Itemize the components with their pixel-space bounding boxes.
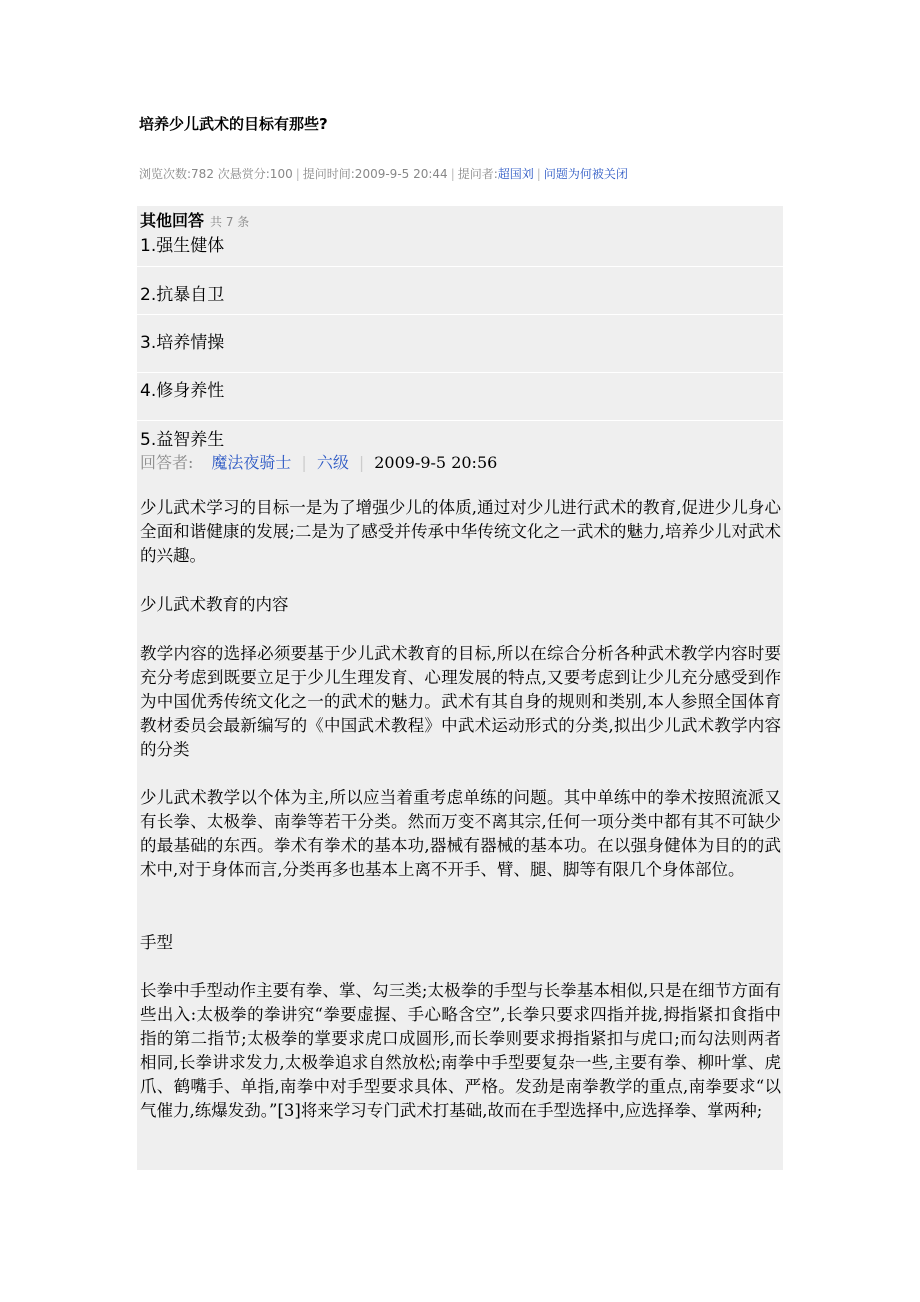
divider <box>137 266 783 267</box>
divider <box>137 314 783 315</box>
divider <box>137 420 783 421</box>
list-item: 4.修身养性 <box>140 381 225 401</box>
answerer-link[interactable]: 魔法夜骑士 <box>211 453 292 472</box>
answer-paragraph: 少儿武术学习的目标一是为了增强少儿的体质,通过对少儿进行武术的教育,促进少儿身心全面和谐健康的发展;二是为了感受并传承中华传统文化之一武术的魅力,培养少儿对武术的兴趣。 <box>140 498 781 565</box>
answers-header <box>140 208 249 231</box>
answerer-label: 回答者: <box>140 453 194 472</box>
list-item: 2.抗暴自卫 <box>140 285 225 305</box>
meta-separator: | <box>295 167 300 181</box>
answer-time: 2009-9-5 20:56 <box>374 453 498 472</box>
answers-panel <box>137 206 783 1170</box>
list-item: 5.益智养生 <box>140 430 225 450</box>
list-item: 1.强生健体 <box>140 236 225 256</box>
section-heading: 少儿武术教育的内容 <box>140 595 289 614</box>
ask-time: 提问时间:2009-9-5 20:44 <box>302 167 448 181</box>
answerer-level-link[interactable]: 六级 <box>316 453 349 472</box>
question-meta <box>139 165 628 182</box>
bounty: 悬赏分:100 <box>229 167 293 181</box>
meta-separator: | <box>536 167 541 181</box>
answer-paragraph: 少儿武术教学以个体为主,所以应当着重考虑单练的问题。其中单练中的拳术按照流派又有长拳、太极拳、南拳等若干分类。然而万变不离其宗,任何一项分类中都有其不可缺少的最基础的东西。拳术有拳术的基本功,器械有器械的基本功。在以强身健体为目的的武术中,对于身体而言,分类再多也基本上离不开手、臂、腿、脚等有限几个身体部位。 <box>140 788 781 879</box>
answer-paragraph: 长拳中手型动作主要有拳、掌、勾三类;太极拳的手型与长拳基本相似,只是在细节方面有些出入:太极拳的拳讲究“拳要虚握、手心略含空”,长拳只要求四指并拢,拇指紧扣食指中指的第二指节;太极拳的掌要求虎口成圆形,而长拳则要求拇指紧扣与虎口;而勾法则两者相同,长拳讲求发力,太极拳追求自然放松;南拳中手型要复杂一些,主要有拳、柳叶掌、虎爪、鹤嘴手、单指,南拳中对手型要求具体、严格。发劲是南拳教学的重点,南拳要求“以气催力,练爆发劲。”[3]将来学习专门武术打基础,故而在手型选择中,应选择拳、掌两种; <box>140 981 781 1120</box>
closed-reason-link[interactable]: 问题为何被关闭 <box>543 167 628 181</box>
answers-count: 共 7 条 <box>210 215 250 229</box>
divider <box>137 372 783 373</box>
answer-meta <box>140 450 497 473</box>
list-item: 3.培养情操 <box>140 333 225 353</box>
meta-separator: | <box>358 453 365 472</box>
section-heading: 手型 <box>140 933 173 952</box>
meta-separator: | <box>450 167 455 181</box>
meta-separator: | <box>301 453 307 472</box>
answers-heading: 其他回答 <box>140 211 205 230</box>
asker-label: 提问者: <box>457 167 498 181</box>
asker-link[interactable]: 超国刘 <box>497 167 534 181</box>
question-title: 培养少儿武术的目标有那些? <box>139 115 328 133</box>
answer-paragraph: 教学内容的选择必须要基于少儿武术教育的目标,所以在综合分析各种武术教学内容时要充分考虑到既要立足于少儿生理发育、心理发展的特点,又要考虑到让少儿充分感受到作为中国优秀传统文化之一的武术的魅力。武术有其自身的规则和类别,本人参照全国体育教材委员会最新编写的《中国武术教程》中武术运动形式的分类,拟出少儿武术教学内容的分类 <box>140 644 781 759</box>
view-count: 浏览次数:782 次 <box>139 167 230 181</box>
